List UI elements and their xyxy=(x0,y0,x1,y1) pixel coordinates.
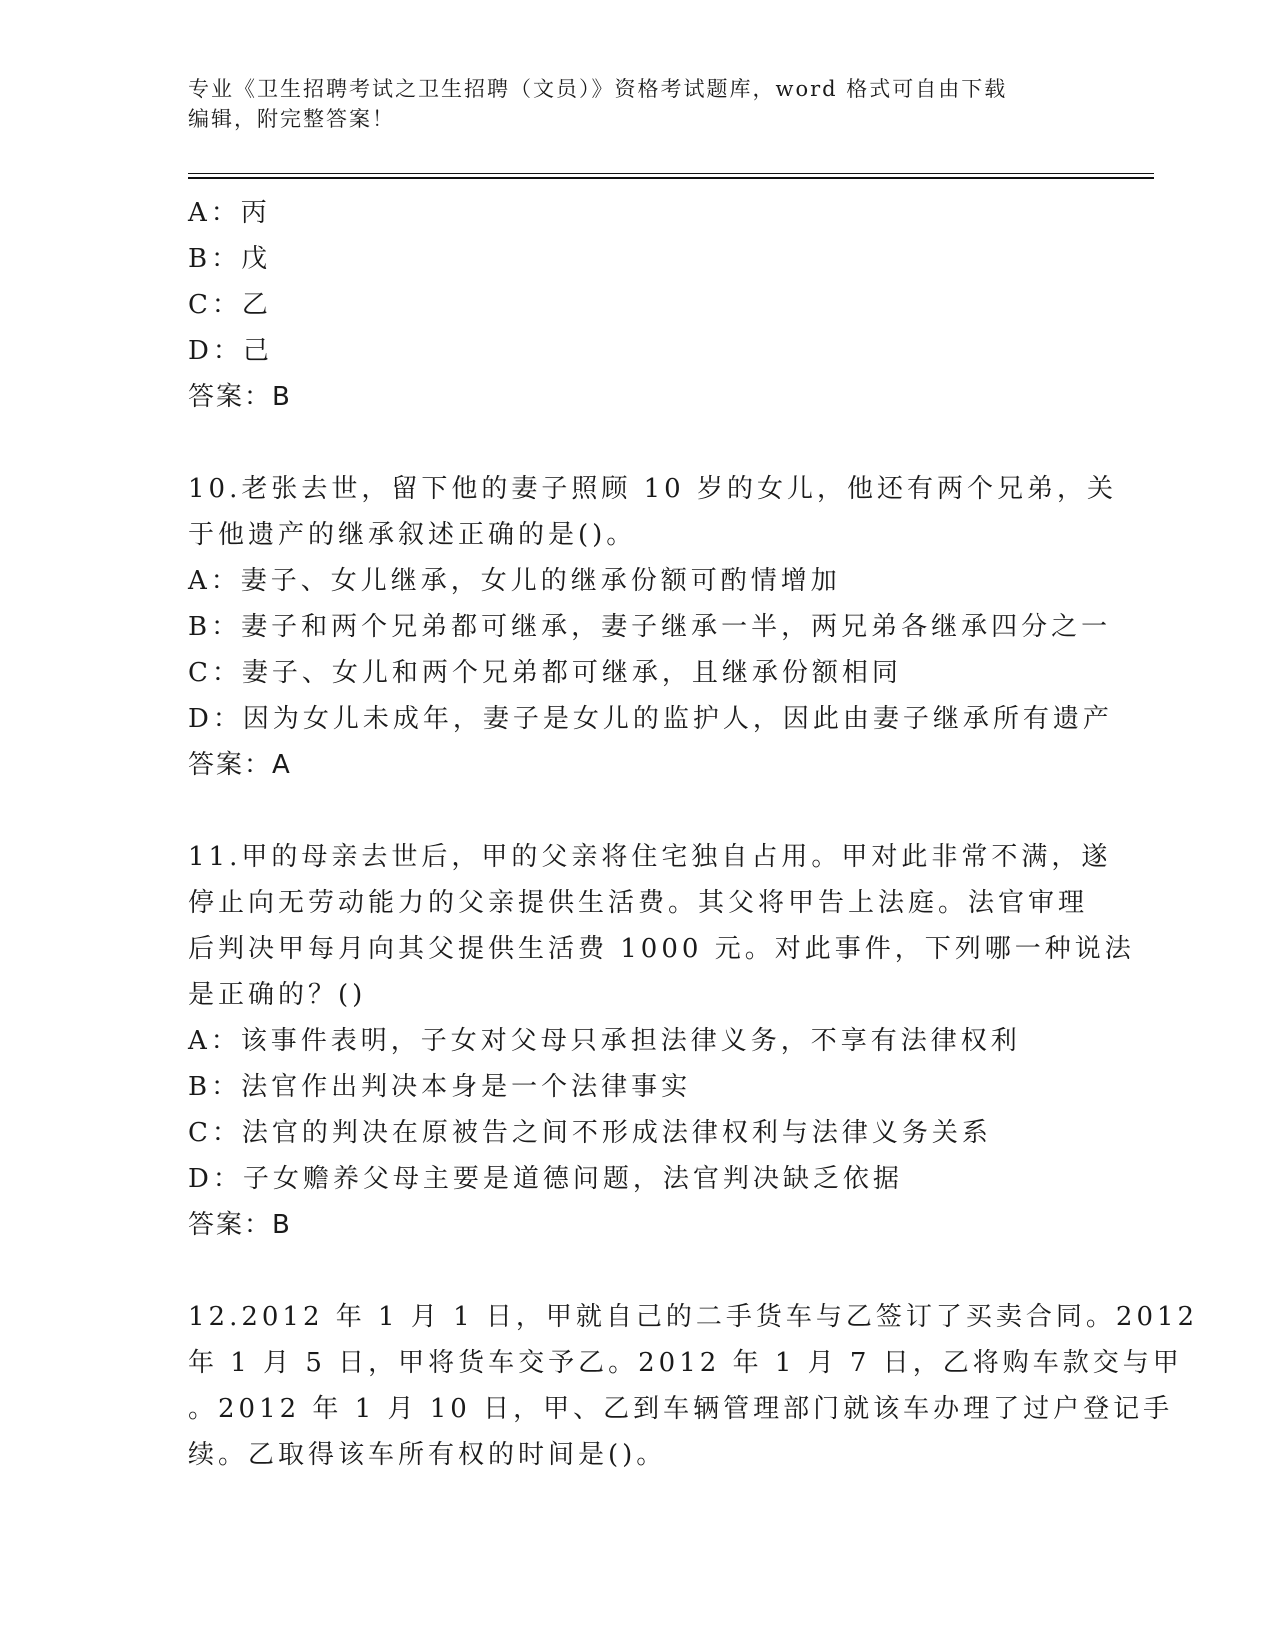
question-stem-line: 10.老张去世，留下他的妻子照顾 10 岁的女儿，他还有两个兄弟，关 xyxy=(188,474,1117,504)
question-stem-line: 续。乙取得该车所有权的时间是()。 xyxy=(188,1440,667,1470)
option-b: B：法官作出判决本身是一个法律事实 xyxy=(188,1072,692,1102)
question-stem-line: 年 1 月 5 日，甲将货车交予乙。2012 年 1 月 7 日，乙将购车款交与甲 xyxy=(188,1348,1183,1378)
header-divider-thick xyxy=(188,177,1154,179)
answer: 答案：B xyxy=(188,1210,292,1240)
question-stem-line: 11.甲的母亲去世后，甲的父亲将住宅独自占用。甲对此非常不满，遂 xyxy=(188,842,1112,872)
answer: 答案：A xyxy=(188,750,292,780)
option-c: C：法官的判决在原被告之间不形成法律权利与法律义务关系 xyxy=(188,1118,992,1148)
option-a: A：丙 xyxy=(188,198,271,228)
option-c: C：妻子、女儿和两个兄弟都可继承，且继承份额相同 xyxy=(188,658,902,688)
header-line-2: 编辑，附完整答案！ xyxy=(188,107,395,131)
option-d: D：子女赡养父母主要是道德问题，法官判决缺乏依据 xyxy=(188,1164,903,1194)
question-stem-line: 后判决甲每月向其父提供生活费 1000 元。对此事件，下列哪一种说法 xyxy=(188,934,1135,964)
question-stem-line: 停止向无劳动能力的父亲提供生活费。其父将甲告上法庭。法官审理 xyxy=(188,888,1089,918)
question-stem-line: 12.2012 年 1 月 1 日，甲就自己的二手货车与乙签订了买卖合同。2012 xyxy=(188,1302,1199,1332)
question-stem-line: 于他遗产的继承叙述正确的是()。 xyxy=(188,520,637,550)
spacer xyxy=(188,788,1088,834)
document-header xyxy=(188,74,1078,134)
question-stem-line: 。2012 年 1 月 10 日，甲、乙到车辆管理部门就该车办理了过户登记手 xyxy=(188,1394,1174,1424)
question-9 xyxy=(188,190,1088,420)
answer: 答案：B xyxy=(188,382,292,412)
option-d: D：因为女儿未成年，妻子是女儿的监护人，因此由妻子继承所有遗产 xyxy=(188,704,1113,734)
question-12 xyxy=(188,1294,1199,1478)
option-d: D：己 xyxy=(188,336,273,366)
question-stem-line: 是正确的？() xyxy=(188,980,367,1010)
question-11 xyxy=(188,834,1135,1248)
header-divider-thin xyxy=(188,173,1154,174)
option-a: A：妻子、女儿继承，女儿的继承份额可酌情增加 xyxy=(188,566,841,596)
option-b: B：妻子和两个兄弟都可继承，妻子继承一半，两兄弟各继承四分之一 xyxy=(188,612,1112,642)
spacer xyxy=(188,420,1088,466)
question-content xyxy=(188,190,1199,1478)
option-a: A：该事件表明，子女对父母只承担法律义务，不享有法律权利 xyxy=(188,1026,1021,1056)
option-b: B：戊 xyxy=(188,244,272,274)
header-line-1: 专业《卫生招聘考试之卫生招聘（文员）》资格考试题库，word 格式可自由下载 xyxy=(188,77,1008,101)
option-c: C：乙 xyxy=(188,290,272,320)
question-10 xyxy=(188,466,1117,788)
spacer xyxy=(188,1248,1088,1294)
